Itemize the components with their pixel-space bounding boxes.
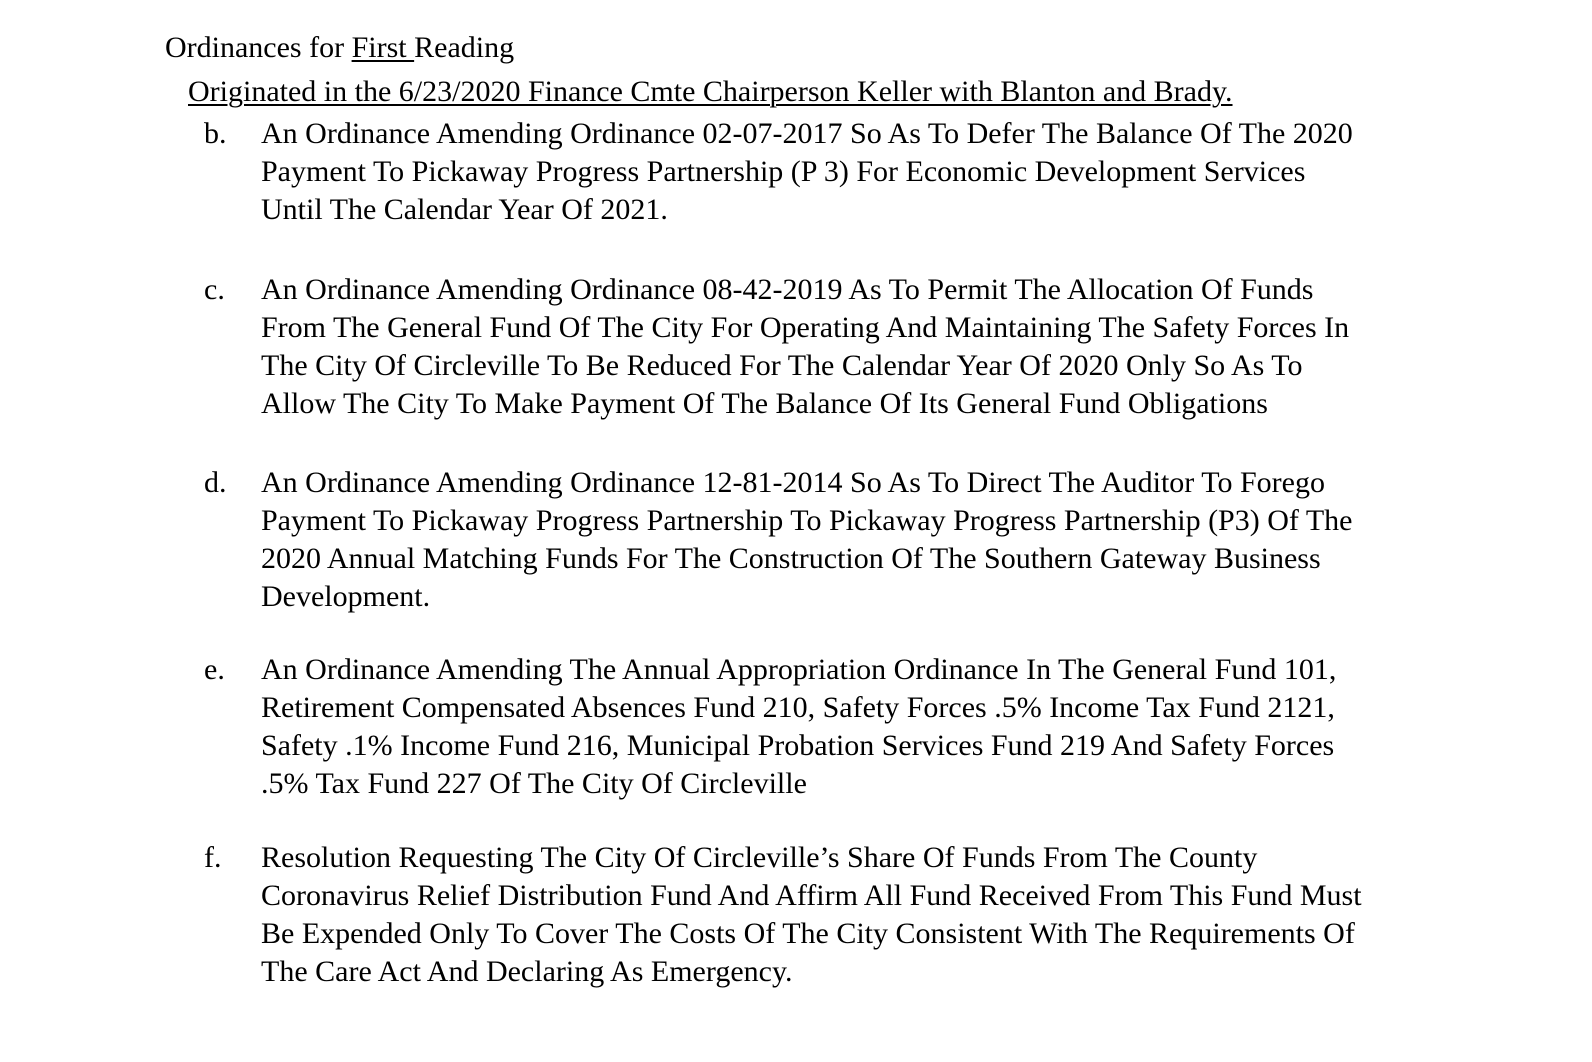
text-line: The Care Act And Declaring As Emergency. [261, 955, 793, 988]
text-line: The City Of Circleville To Be Reduced For The Calendar Year Of 2020 Only So As To [261, 349, 1303, 382]
text-line: Payment To Pickaway Progress Partnership To Pickaway Progress Partnership (P3) Of The [261, 504, 1353, 537]
list-item-letter: f. [204, 841, 222, 874]
list-item-text [261, 115, 1501, 229]
text-line: Safety .1% Income Fund 216, Municipal Probation Services Fund 219 And Safety Forces [261, 729, 1335, 762]
text-line: An Ordinance Amending Ordinance 08-42-2019 As To Permit The Allocation Of Funds [261, 273, 1314, 306]
text-line: An Ordinance Amending Ordinance 12-81-2014 So As To Direct The Auditor To Forego [261, 466, 1325, 499]
heading-underlined-word: First [351, 31, 415, 64]
list-item-text [261, 651, 1501, 803]
heading-prefix: Ordinances for [165, 31, 352, 64]
list-item-text [261, 271, 1501, 423]
text-line: Development. [261, 580, 431, 613]
text-line: Until The Calendar Year Of 2021. [261, 193, 668, 226]
text-line: Payment To Pickaway Progress Partnership (P 3) For Economic Development Services [261, 155, 1306, 188]
text-line: An Ordinance Amending The Annual Appropriation Ordinance In The General Fund 101, [261, 653, 1337, 686]
text-line: Be Expended Only To Cover The Costs Of The City Consistent With The Requirements Of [261, 917, 1355, 950]
text-line: Retirement Compensated Absences Fund 210, Safety Forces .5% Income Tax Fund 2121, [261, 691, 1335, 724]
text-line: An Ordinance Amending Ordinance 02-07-2017 So As To Defer The Balance Of The 2020 [261, 117, 1353, 150]
list-item-letter: d. [204, 466, 227, 499]
section-heading [165, 29, 514, 67]
heading-suffix: Reading [414, 31, 515, 64]
text-line: Coronavirus Relief Distribution Fund And Affirm All Fund Received From This Fund Must [261, 879, 1362, 912]
list-item-letter: b. [204, 117, 227, 150]
text-line: .5% Tax Fund 227 Of The City Of Circleville [261, 767, 807, 800]
text-line: Allow The City To Make Payment Of The Balance Of Its General Fund Obligations [261, 387, 1268, 420]
list-item-letter: c. [204, 273, 225, 306]
list-item-letter: e. [204, 653, 225, 686]
text-line: Resolution Requesting The City Of Circleville’s Share Of Funds From The County [261, 841, 1258, 874]
committee-origin-line: Originated in the 6/23/2020 Finance Cmte Chairperson Keller with Blanton and Brady. [188, 75, 1233, 108]
list-item-text [261, 839, 1501, 991]
text-line: From The General Fund Of The City For Operating And Maintaining The Safety Forces In [261, 311, 1350, 344]
text-line: 2020 Annual Matching Funds For The Construction Of The Southern Gateway Business [261, 542, 1321, 575]
list-item-text [261, 464, 1501, 616]
